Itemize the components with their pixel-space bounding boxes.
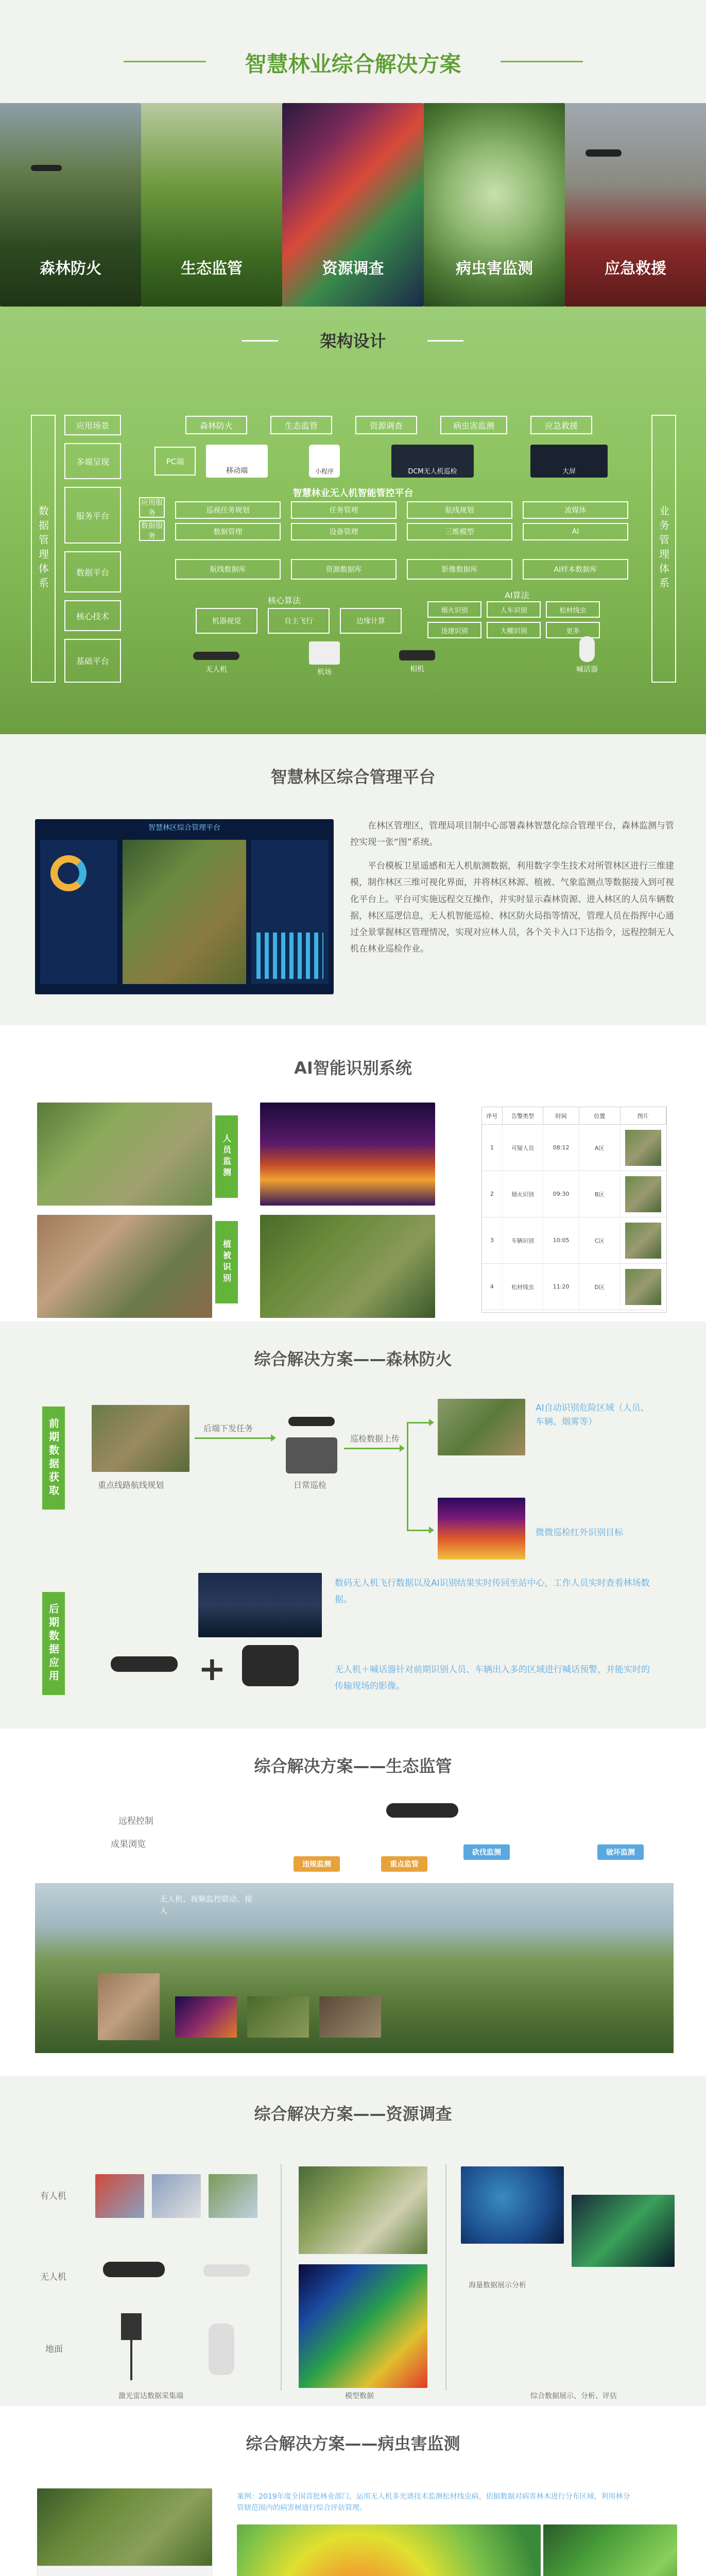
table-cell: A区 (579, 1125, 621, 1171)
survey-caption-eval: 综合数据展示、分析、评估 (530, 2392, 617, 2400)
fire-arrow-3 (407, 1422, 430, 1423)
service-item: 巡视任务规划 (175, 501, 281, 519)
scene-pest[interactable]: 病虫害监测 (440, 416, 507, 434)
table-cell: 11:20 (543, 1264, 579, 1310)
row-label-core: 核心技术 (64, 600, 121, 631)
survey-heli (95, 2174, 144, 2218)
ai-side-label-people: 人员监测 (215, 1115, 238, 1198)
service-item: AI (523, 523, 628, 540)
platform-paragraph-2: 平台模板卫星遥感和无人机航测数据，利用数字孪生技术对所管林区进行三维建模，制作林区三维可视化界面，并将林区林源、植被、气象监测点等数据接入到可视化平台上。平台可实施远程交互操作，并实时显示森林资源、进入林区的人员车辆数据，林区巡逻信息，无人机智能巡检、林区防火局指等情况，管理人员在指挥中心通过全景掌握林区管理情况，实现对应林人员，各个关卡入口下达指令，远程控制无人机在林业巡检作业。 (350, 861, 674, 955)
camera-icon (399, 650, 435, 660)
ai-item: 人车识别 (487, 601, 541, 618)
fire-step-upload: 巡检数据上传 (350, 1434, 400, 1444)
eco-inset-3 (247, 1996, 309, 2038)
fire-post-text-1: 数码无人机飞行数据以及AI识别结果实时传回至站中心，工作人员实时查看林场数据。 (335, 1578, 650, 1605)
survey-section (0, 2076, 706, 2406)
pest-aerial (37, 2488, 212, 2566)
fire-drone (288, 1417, 335, 1426)
data-item: 航线数据库 (175, 559, 281, 580)
table-cell-image (621, 1125, 667, 1171)
ai-section (0, 1025, 706, 1321)
data-item-grid (175, 559, 639, 585)
table-row[interactable] (482, 1171, 666, 1217)
banner-tile-label: 病虫害监测 (456, 260, 533, 278)
fire-arrow-4 (407, 1530, 430, 1531)
table-header-cell: 图片 (621, 1107, 667, 1124)
table-cell: 08:12 (543, 1125, 579, 1171)
survey-row-ground: 地面 (45, 2344, 63, 2354)
table-header-cell: 告警类型 (503, 1107, 544, 1124)
table-cell: 2 (482, 1171, 503, 1217)
table-cell: 3 (482, 1217, 503, 1263)
ai-item: 违建识别 (427, 622, 481, 638)
table-header-cell: 时间 (543, 1107, 579, 1124)
banner-tile-survey[interactable] (282, 103, 424, 307)
survey-pointcloud (299, 2264, 427, 2388)
service-item: 航线规划 (407, 501, 512, 519)
terminal-pc[interactable]: PC端 (154, 447, 196, 476)
table-cell: 可疑人员 (503, 1125, 544, 1171)
page-title: 智慧林业综合解决方案 (245, 52, 461, 77)
table-cell: 1 (482, 1125, 503, 1171)
table-header-cell: 序号 (482, 1107, 503, 1124)
service-data: 数据服务 (139, 520, 165, 541)
drone-icon (193, 652, 239, 660)
architecture-section (0, 307, 706, 734)
table-cell: 10:05 (543, 1217, 579, 1263)
survey-section-title: 综合解决方案——资源调查 (254, 2104, 452, 2124)
ai-photo-aerial (260, 1215, 435, 1318)
service-item: 数据管理 (175, 523, 281, 540)
eco-tag-browse: 成果浏览 (111, 1839, 146, 1850)
pest-description: 案例：2019年度全国首批林业部门，运用无人机多光谱技术监测松材线虫病，依据数据对病害林木进行分布区域，利用林分管辖范围内的病害树进行综合评估管理。 (237, 2493, 630, 2513)
survey-plane (152, 2174, 201, 2218)
fire-command-center (198, 1573, 322, 1637)
survey-data-view (572, 2195, 675, 2267)
fire-ir-photo (438, 1498, 525, 1560)
scene-fire[interactable]: 森林防火 (185, 416, 247, 434)
scene-survey[interactable]: 资源调查 (355, 416, 417, 434)
table-cell: 09:30 (543, 1171, 579, 1217)
ai-title: AI算法 (505, 590, 529, 600)
platform-section (0, 734, 706, 1025)
service-item: 设备管理 (291, 523, 397, 540)
row-label-base: 基础平台 (64, 639, 121, 683)
table-row[interactable] (482, 1125, 666, 1171)
banner-tile-fire[interactable] (0, 103, 141, 307)
survey-uav-1 (103, 2262, 165, 2277)
fire-ai-text: AI自动识别危险区域（人员、车辆、烟雾等） (536, 1403, 649, 1428)
terminal-miniapp[interactable]: 小程序 (309, 445, 340, 478)
survey-backpack (209, 2324, 234, 2375)
base-uav: 无人机 (185, 647, 247, 677)
fire-uav-speaker (111, 1656, 178, 1672)
ai-item: 松材线虫 (546, 601, 600, 618)
eco-tag-key[interactable]: 重点监管 (381, 1856, 427, 1872)
fire-branch (407, 1422, 408, 1530)
table-cell-image (621, 1171, 667, 1217)
terminal-mobile[interactable]: 移动端 (206, 445, 268, 478)
dock-icon (309, 641, 340, 665)
base-dock: 机场 (304, 641, 345, 677)
speaker-icon (579, 636, 595, 662)
service-item: 流媒体 (523, 501, 628, 519)
banner-tile-label: 森林防火 (40, 260, 101, 278)
eco-section-title: 综合解决方案——生态监管 (254, 1756, 452, 1776)
table-cell-image (621, 1264, 667, 1310)
fire-ir-text: 微微巡检红外识别目标 (536, 1528, 623, 1538)
data-item: AI样本数据库 (523, 559, 628, 580)
survey-caption-lidar: 激光雷达数据采集端 (118, 2392, 183, 2400)
fire-post-label: 后期数据应用 (42, 1592, 65, 1695)
platform-title: 智慧林业无人机智能管控平台 (292, 488, 414, 499)
alert-thumbnail (625, 1176, 661, 1212)
alert-thumbnail (625, 1223, 661, 1259)
eco-tag-violation[interactable]: 违规监测 (294, 1856, 340, 1872)
table-cell: D区 (579, 1264, 621, 1310)
row-label-service: 服务平台 (64, 487, 121, 544)
row-label-data: 数据平台 (64, 551, 121, 592)
table-cell: 4 (482, 1264, 503, 1310)
eco-tag-damage[interactable]: 破坏监测 (597, 1844, 644, 1860)
ai-item: 更多 (546, 622, 600, 638)
platform-paragraph-1: 在林区管理区，管理局项目制中心部署森林智慧化综合管理平台，森林监测与管控实现一张“图”系统。 (350, 821, 674, 848)
survey-model (299, 2166, 427, 2254)
alert-thumbnail (625, 1130, 661, 1166)
ai-item: 大棚识别 (487, 622, 541, 638)
fire-dock (286, 1437, 337, 1473)
fire-route-map (92, 1405, 190, 1472)
table-row[interactable] (482, 1217, 666, 1264)
pest-heatmap (237, 2524, 541, 2576)
platform-screenshot (35, 819, 334, 994)
screen-title: 智慧林区综合管理平台 (148, 824, 220, 832)
fire-section-title: 综合解决方案——森林防火 (254, 1349, 452, 1369)
data-item: 资源数据库 (291, 559, 397, 580)
data-item: 影像数据库 (407, 559, 512, 580)
fire-section (0, 1321, 706, 1728)
survey-caption-model: 模型数据 (345, 2392, 374, 2400)
table-header-cell: 位置 (579, 1107, 621, 1124)
eco-sub-label: 无人机、视频监控联动、接入 (160, 1894, 253, 1916)
eco-tag-remote: 远程控制 (118, 1816, 153, 1826)
base-camera: 相机 (391, 644, 443, 677)
table-cell: 烟火识别 (503, 1171, 544, 1217)
fire-step-plan: 重点线路航线规划 (98, 1480, 164, 1490)
drone-icon (586, 149, 622, 157)
eco-section (0, 1728, 706, 2076)
eco-drone (386, 1803, 458, 1818)
table-cell: B区 (579, 1171, 621, 1217)
ai-photo-forest (37, 1103, 212, 1206)
terminal-screen[interactable]: 大屏 (530, 445, 608, 478)
alert-thumbnail (625, 1269, 661, 1305)
business-management-label: 业务管理体系 (651, 415, 676, 683)
platform-section-title: 智慧林区综合管理平台 (270, 767, 436, 787)
header-section (0, 0, 706, 103)
ai-photo-quarry (37, 1215, 212, 1318)
banner-tile-label: 生态监管 (181, 260, 243, 278)
survey-uav-2 (203, 2264, 250, 2277)
fire-step-issue: 后端下发任务 (203, 1423, 253, 1433)
ai-section-title: AI智能识别系统 (294, 1058, 412, 1078)
title-line-right (501, 61, 583, 62)
ai-photo-thermal (260, 1103, 435, 1206)
ai-item: 烟火识别 (427, 601, 481, 618)
fire-arrow-1 (195, 1437, 272, 1439)
base-speaker: 喊话器 (566, 636, 608, 677)
service-item-grid (175, 501, 639, 543)
drone-icon (31, 165, 62, 171)
fire-step-patrol: 日常巡检 (294, 1480, 327, 1490)
table-cell: C区 (579, 1217, 621, 1263)
survey-globe (461, 2166, 564, 2244)
core-vision: 机器视觉 (196, 608, 257, 634)
table-cell: 车辆识别 (503, 1217, 544, 1263)
fire-pre-label: 前期数据获取 (42, 1406, 65, 1510)
speaker-icon (242, 1645, 299, 1686)
banner-tile-label: 应急救援 (605, 260, 666, 278)
survey-caption-massive: 海量数据展示分析 (469, 2281, 526, 2290)
terminal-dcm[interactable]: DCM无人机巡检 (391, 445, 474, 478)
survey-row-manned: 有人机 (40, 2191, 66, 2201)
fire-arrow-2 (344, 1448, 401, 1449)
pest-document (37, 2566, 212, 2576)
table-row[interactable] (482, 1264, 666, 1310)
banner-tile-label: 资源调查 (322, 260, 384, 278)
scene-eco[interactable]: 生态监管 (270, 416, 332, 434)
service-item: 任务管理 (291, 501, 397, 519)
pest-section-title: 综合解决方案——病虫害监测 (246, 2434, 460, 2453)
banner-tile-rescue[interactable] (565, 103, 706, 307)
core-edge: 边缘计算 (340, 608, 402, 634)
banner-tile-eco[interactable] (141, 103, 282, 307)
core-flight: 自主飞行 (268, 608, 330, 634)
service-item: 三维模型 (407, 523, 512, 540)
row-label-terminal: 多端呈现 (64, 443, 121, 479)
fire-post-text-2: 无人机＋喊话器针对前期识别人员、车辆出入多的区域进行喊话预警，并能实时的传输现场的影像。 (335, 1665, 650, 1692)
fire-ai-photo (438, 1399, 525, 1455)
service-app: 应用服务 (139, 497, 165, 518)
ai-side-label-veg: 植被识别 (215, 1221, 238, 1303)
banner-tile-pest[interactable] (424, 103, 565, 307)
eco-inset-1 (98, 1973, 160, 2040)
banner (0, 103, 706, 307)
data-management-label: 数据管理体系 (31, 415, 56, 683)
eco-tag-logging[interactable]: 砍伐监测 (463, 1844, 510, 1860)
pest-green-map (543, 2524, 677, 2576)
survey-row-uav: 无人机 (40, 2272, 66, 2282)
table-cell: 松材线虫 (503, 1264, 544, 1310)
table-cell-image (621, 1217, 667, 1263)
row-label-scene: 应用场景 (64, 415, 121, 435)
core-title: 核心算法 (268, 596, 301, 605)
plus-icon: + (198, 1650, 226, 1688)
pest-section (0, 2406, 706, 2576)
survey-tripod (121, 2313, 142, 2380)
eco-inset-4 (319, 1996, 381, 2038)
ai-alert-table (481, 1107, 667, 1313)
eco-inset-2 (175, 1996, 237, 2038)
architecture-title: 架构设计 (320, 331, 386, 351)
survey-plane-2 (209, 2174, 257, 2218)
scene-rescue[interactable]: 应急救援 (530, 416, 592, 434)
